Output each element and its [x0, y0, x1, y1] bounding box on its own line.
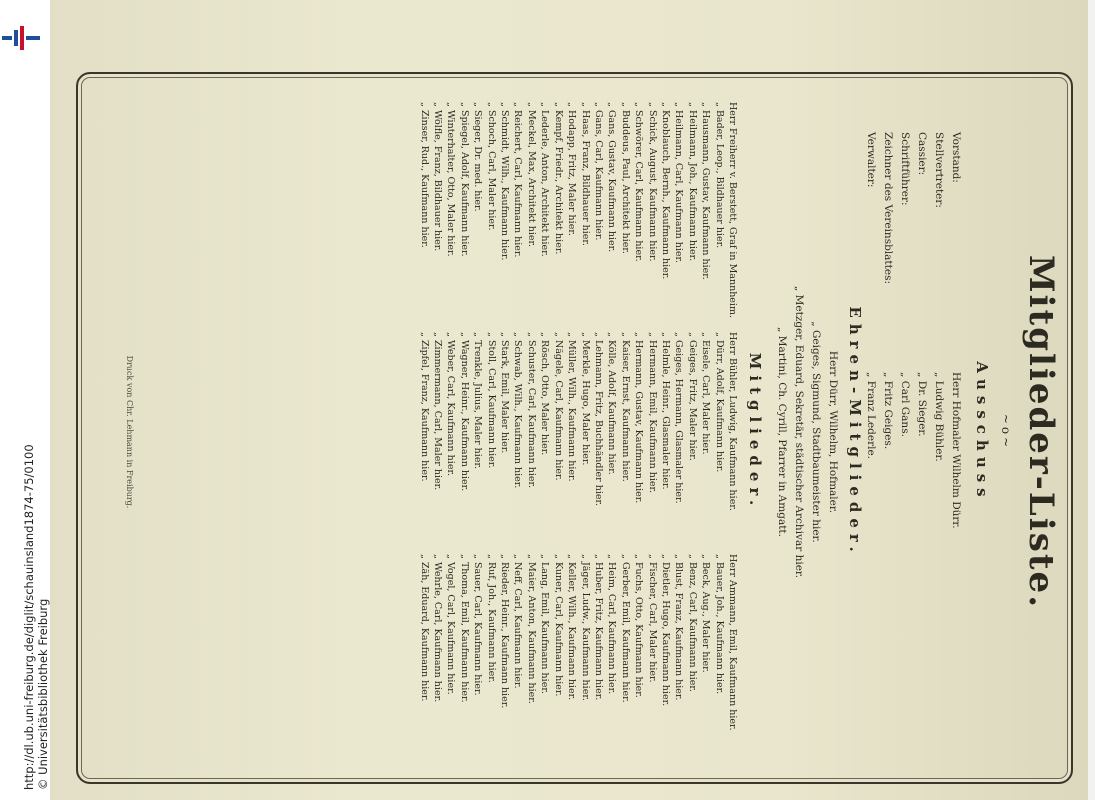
member-entry: „ Sieger, Dr. med. hier. — [472, 102, 484, 212]
member-entry: „ Heim, Carl, Kaufmann hier. — [606, 554, 618, 695]
honor-member: „ Metzger, Eduard, Sekretär, städtischer Archivar hier. — [793, 285, 805, 579]
board-role: Vorstand: — [950, 132, 962, 183]
member-entry: „ Wehrle, Carl, Kaufmann hier. — [432, 554, 444, 703]
member-entry: „ Wagner, Heinr., Kaufmann hier. — [458, 332, 470, 492]
board-role: Schriftführer: — [899, 132, 911, 206]
member-entry: „ Kempf, Friedr., Architekt hier. — [552, 102, 564, 255]
board-role: Cassier: — [916, 132, 928, 176]
member-entry: „ Hermann, Emil, Kaufmann hier. — [646, 332, 658, 494]
member-entry: „ Thoma, Emil, Kaufmann hier. — [458, 554, 470, 703]
member-entry: „ Meckel, Max, Architekt hier. — [525, 102, 537, 248]
member-entry: „ Schick, August, Kaufmann hier. — [646, 102, 658, 262]
member-entry: „ Vogel, Carl, Kaufmann hier. — [445, 554, 457, 695]
member-entry: „ Blust, Franz, Kaufmann hier. — [673, 554, 685, 701]
board-row — [947, 132, 964, 732]
rotated-page-content — [89, 92, 1069, 772]
board-role: Stellvertreter: — [933, 132, 945, 208]
member-entry: „ Gans, Carl, Kaufmann hier. — [592, 102, 604, 241]
ub-freiburg-logo-icon[interactable] — [2, 26, 42, 50]
board-heading: Ausschuss — [973, 361, 991, 503]
board-row — [862, 132, 879, 732]
scanned-page — [50, 0, 1088, 800]
member-entry: „ Lang, Emil, Kaufmann hier. — [539, 554, 551, 694]
scan-edge — [1088, 0, 1095, 800]
members-column-left — [417, 102, 739, 318]
member-entry: „ Kölle, Adolf, Kaufmann hier. — [606, 332, 618, 475]
member-entry: „ Sauer, Carl, Kaufmann hier. — [472, 554, 484, 696]
page-title: Mitglieder-Liste. — [1021, 254, 1061, 610]
member-entry: „ Dürr, Adolf, Kaufmann hier. — [713, 332, 725, 473]
board-member: „ Ludwig Bühler. — [933, 372, 945, 462]
member-entry: „ Dietler, Hugo, Kaufmann hier. — [659, 554, 671, 707]
member-entry: „ Zäh, Eduard, Kaufmann hier. — [418, 554, 430, 702]
board-member: Herr Hofmaler Wilhelm Dürr. — [950, 372, 962, 529]
member-entry: „ Helmle, Heinr., Glasmaler hier. — [659, 332, 671, 490]
member-entry: „ Schmidt, Wilh., Kaufmann hier. — [499, 102, 511, 261]
member-entry: „ Maier, Anton, Kaufmann hier. — [525, 554, 537, 704]
board-row — [879, 132, 896, 732]
member-entry: „ Schwörer, Carl, Kaufmann hier. — [633, 102, 645, 262]
member-entry: „ Müller, Wilh., Kaufmann hier. — [566, 332, 578, 482]
member-entry: „ Heilmann, Carl, Kaufmann hier. — [673, 102, 685, 264]
members-columns — [417, 102, 739, 762]
member-entry: „ Bauer, Joh., Kaufmann hier. — [713, 554, 725, 695]
printer-imprint: Druck von Chr. Lehmann in Freiburg. — [125, 355, 134, 509]
member-entry: „ Wölfle, Franz, Bildhauer hier. — [432, 102, 444, 252]
member-entry: „ Gans, Gustav, Kaufmann hier. — [606, 102, 618, 253]
board-member: „ Carl Gans. — [899, 372, 911, 437]
board-member: „ Dr. Sieger. — [916, 372, 928, 437]
member-entry: „ Heilmann, Joh., Kaufmann hier. — [686, 102, 698, 262]
member-entry: „ Zipfel, Franz, Kaufmann hier. — [418, 332, 430, 482]
member-entry: „ Spiegel, Adolf, Kaufmann hier. — [458, 102, 470, 257]
member-entry: „ Kaiser, Ernst, Kaufmann hier. — [619, 332, 631, 482]
member-entry: Herr Bühler, Ludwig, Kaufmann hier. — [727, 332, 738, 511]
member-entry: „ Rösch, Otto, Maler hier. — [539, 332, 551, 456]
members-heading: Mitglieder. — [746, 352, 764, 512]
member-entry: „ Merkle, Hugo, Maler hier. — [579, 332, 591, 466]
member-entry: „ Buddeus, Paul, Architekt hier. — [619, 102, 631, 254]
board-row — [913, 132, 930, 732]
honor-member: „ Geiges, Sigmund, Stadtbaumeister hier. — [810, 321, 822, 543]
member-entry: „ Keller, Wilh., Kaufmann hier. — [566, 554, 578, 701]
copyright-notice: © Universitätsbibliothek Freiburg — [36, 598, 50, 790]
member-entry: „ Jäger, Ludw., Kaufmann hier. — [579, 554, 591, 701]
member-entry: „ Ruf, Joh., Kaufmann hier. — [485, 554, 497, 683]
member-entry: „ Knoblauch, Bernh., Kaufmann hier. — [659, 102, 671, 280]
member-entry: „ Lederle, Anton, Architekt hier. — [539, 102, 551, 257]
member-entry: „ Benz, Carl, Kaufmann hier. — [686, 554, 698, 692]
member-entry: „ Hermann, Gustav, Kaufmann hier. — [633, 332, 645, 504]
member-entry: „ Zimmermann, Carl, Maler hier. — [432, 332, 444, 491]
member-entry: „ Fischer, Carl, Maler hier. — [646, 554, 658, 683]
member-entry: „ Schuster, Carl, Kaufmann hier. — [525, 332, 537, 489]
board-member: „ Fritz Geiges. — [882, 372, 894, 450]
member-entry: „ Weber, Carl, Kaufmann hier. — [445, 332, 457, 476]
member-entry: „ Neff, Carl, Kaufmann hier. — [512, 554, 524, 689]
board-row — [930, 132, 947, 732]
member-entry: „ Reichert, Carl, Kaufmann hier. — [512, 102, 524, 258]
member-entry: „ Kuner, Carl, Kaufmann hier. — [552, 554, 564, 697]
board-role: Verwalter: — [865, 132, 877, 188]
member-entry: „ Eisele, Carl, Maler hier. — [700, 332, 712, 455]
viewer-sidebar — [0, 0, 50, 800]
member-entry: „ Winterhalter, Otto, Maler hier. — [445, 102, 457, 257]
document-url[interactable]: http://dl.ub.uni-freiburg.de/diglit/schauinsland1874-75/0100 — [22, 444, 36, 790]
member-entry: „ Fuchs, Otto, Kaufmann hier. — [633, 554, 645, 698]
honor-member: Herr Dürr, Wilhelm, Hofmaler. — [827, 350, 839, 514]
member-entry: „ Nägele, Carl, Kaufmann hier. — [552, 332, 564, 481]
member-entry: Herr Freiherr v. Berstett, Graf in Mannheim. — [727, 102, 738, 318]
member-entry: „ Gerber, Emil, Kaufmann hier. — [619, 554, 631, 703]
member-entry: „ Trenkle, Julius, Maler hier. — [472, 332, 484, 469]
board-member: „ Franz Lederle. — [865, 372, 877, 460]
board-row — [896, 132, 913, 732]
member-entry: „ Stark, Emil, Maler hier. — [499, 332, 511, 454]
honor-member: „ Martini, Ch. Cyrill, Pfarrer in Amgatt. — [776, 327, 788, 537]
member-entry: Herr Ammann, Emil, Kaufmann hier. — [727, 554, 738, 731]
board-list — [862, 132, 964, 732]
member-entry: „ Geiges, Hermann, Glasmaler hier. — [673, 332, 685, 504]
honor-list — [773, 92, 841, 772]
member-entry: „ Schoch, Carl, Maler hier. — [485, 102, 497, 231]
title-ornament: ~o~ — [999, 413, 1013, 451]
member-entry: „ Beck, Aug., Maler hier. — [700, 554, 712, 673]
member-entry: „ Hodapp, Fritz, Maler hier. — [566, 102, 578, 236]
member-entry: „ Geiges, Fritz, Maler hier. — [686, 332, 698, 461]
member-entry: „ Bader, Leop., Bildhauer hier. — [713, 102, 725, 249]
member-entry: „ Zinser, Rud., Kaufmann hier. — [418, 102, 430, 248]
members-column-middle — [417, 332, 739, 540]
member-entry: „ Hausmann, Gustav, Kaufmann hier. — [700, 102, 712, 280]
member-entry: „ Schwab, Wilh., Kaufmann hier. — [512, 332, 524, 489]
member-entry: „ Lehmann, Fritz, Buchhändler hier. — [592, 332, 604, 507]
member-entry: „ Stoll, Carl, Kaufmann hier. — [485, 332, 497, 469]
member-entry: „ Haas, Franz, Bildhauer hier. — [579, 102, 591, 246]
board-role: Zeichner des Vereinsblattes: — [882, 132, 894, 284]
members-column-right — [417, 554, 739, 762]
honor-heading: Ehren-Mitglieder. — [846, 306, 864, 558]
member-entry: „ Rieder, Heinr., Kaufmann hier. — [499, 554, 511, 709]
member-entry: „ Huber, Fritz, Kaufmann hier. — [592, 554, 604, 701]
